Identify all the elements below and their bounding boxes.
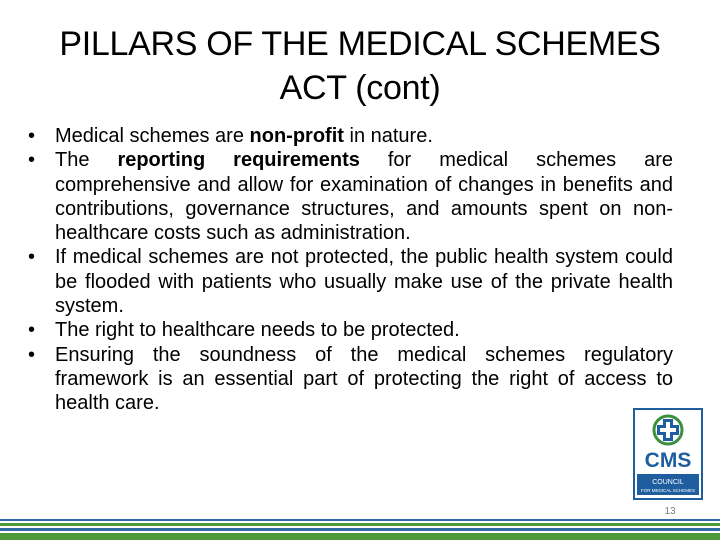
footer-bar-green — [0, 523, 720, 526]
cms-logo — [633, 408, 703, 500]
bullet-text-bold: reporting requirements — [117, 149, 360, 172]
bullet-text — [55, 124, 673, 148]
bullet-marker: • — [28, 246, 36, 269]
bullet-text-bold: non-profit — [249, 125, 344, 147]
bullet-text-pre: The — [55, 149, 118, 172]
bullet-item — [28, 343, 673, 416]
bullet-text-pre: Ensuring the soundness of the medical schemes regulatory framework is an essential part of protecting the right of access to health care. — [55, 343, 673, 415]
logo-name: CMS — [644, 449, 692, 472]
bullet-list — [28, 124, 673, 416]
bullet-text-pre: If medical schemes are not protected, the public health system could be flooded with patients who usually make use of the private health system. — [55, 246, 673, 318]
bullet-item — [28, 245, 673, 318]
page-number: 13 — [664, 506, 676, 517]
logo-line-2: FOR MEDICAL SCHEMES — [640, 488, 696, 493]
logo-line-1: COUNCIL — [652, 479, 684, 486]
footer-bar-blue — [0, 528, 720, 531]
footer-bar-blue-thin — [0, 519, 720, 521]
bullet-marker: • — [28, 125, 36, 147]
bullet-item — [28, 124, 673, 148]
medical-cross-icon — [654, 416, 682, 444]
bullet-item — [28, 148, 673, 245]
bullet-text-post: in nature. — [343, 125, 433, 147]
bullet-text — [55, 318, 673, 342]
bullet-marker: • — [28, 343, 36, 366]
slide-title — [40, 22, 680, 110]
footer-bar-green-wide — [0, 533, 720, 540]
bullet-item — [28, 318, 673, 342]
bullet-text-pre: Medical schemes are — [55, 125, 250, 147]
bullet-text — [55, 148, 673, 245]
bullet-text-pre: The right to healthcare needs to be protected. — [55, 319, 460, 342]
bullet-marker: • — [28, 319, 36, 342]
bullet-marker: • — [28, 149, 36, 172]
bullet-text — [55, 343, 673, 416]
bullet-text — [55, 245, 673, 318]
footer-bars — [0, 519, 720, 540]
slide-title-line-2: ACT (cont) — [279, 69, 441, 107]
slide-title-line-1: PILLARS OF THE MEDICAL SCHEMES — [59, 25, 661, 63]
bullet-text-post: for medical schemes are comprehensive and allow for examination of changes in benefits and contributions, governance structures, and amounts spent on non-healthcare costs such as administration. — [55, 149, 673, 245]
